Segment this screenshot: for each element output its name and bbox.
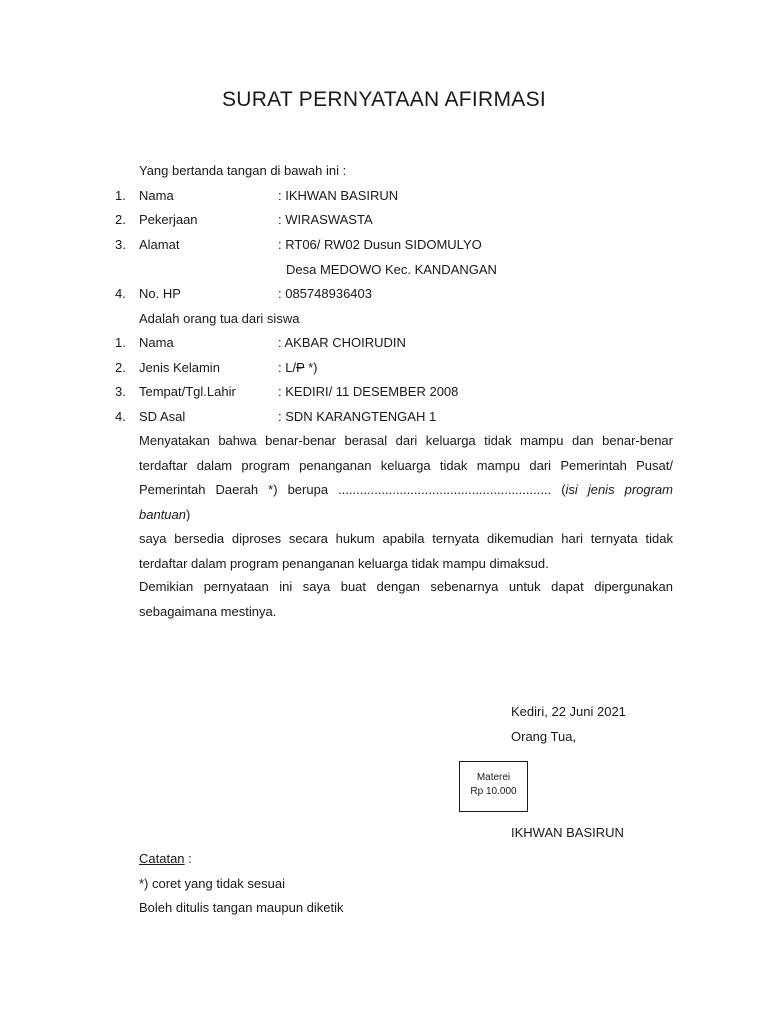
student-intro-text: Adalah orang tua dari siswa — [139, 311, 300, 326]
note-line: Boleh ditulis tangan maupun diketik — [139, 900, 344, 915]
statement-program-suffix: ) — [186, 506, 191, 522]
field-label-no-hp: No. HP — [139, 286, 181, 301]
field-value-pekerjaan: : WIRASWASTA — [278, 212, 373, 227]
row-number: 1. — [115, 335, 126, 350]
statement-program-prefix: Pemerintah Daerah *) berupa ........................................................... ( — [139, 482, 566, 497]
field-value-alamat: : RT06/ RW02 Dusun SIDOMULYO — [278, 237, 482, 252]
row-number: 1. — [115, 188, 126, 203]
statement-line: terdaftar dalam program penanganan keluarga tidak mampu dimaksud. — [139, 555, 549, 571]
field-value-sd-asal: : SDN KARANGTENGAH 1 — [278, 409, 437, 424]
statement-paragraph — [139, 429, 673, 576]
row-number: 4. — [115, 286, 126, 301]
row-number: 2. — [115, 212, 126, 227]
duty-stamp-box — [459, 761, 528, 812]
field-label-alamat: Alamat — [139, 237, 180, 252]
statement-line: Menyatakan bahwa benar-benar berasal dari keluarga tidak mampu dan benar-benar — [139, 433, 673, 448]
statement-line: terdaftar dalam program penanganan keluarga tidak mampu dari Pemerintah Pusat/ — [139, 457, 673, 473]
stamp-amount: Rp 10.000 — [470, 786, 517, 797]
stamp-label: Materei — [476, 772, 511, 783]
field-value-tempat-tgl-lahir: : KEDIRI/ 11 DESEMBER 2008 — [278, 384, 459, 399]
closing-paragraph — [139, 575, 673, 624]
notes-heading — [139, 851, 192, 866]
document-title: SURAT PERNYATAAN AFIRMASI — [221, 88, 547, 111]
field-value-alamat-line2: Desa MEDOWO Kec. KANDANGAN — [286, 262, 497, 277]
field-value-nama: : IKHWAN BASIRUN — [278, 188, 399, 203]
field-label-nama-siswa: Nama — [139, 335, 174, 350]
intro-text: Yang bertanda tangan di bawah ini : — [139, 163, 347, 178]
signer-name: IKHWAN BASIRUN — [511, 825, 624, 840]
field-label-pekerjaan: Pekerjaan — [139, 212, 198, 227]
field-label-nama: Nama — [139, 188, 174, 203]
signer-role: Orang Tua, — [511, 729, 577, 744]
statement-line: saya bersedia diproses secara hukum apabila ternyata dikemudian hari ternyata tidak — [139, 531, 673, 546]
gender-prefix: : L/ — [278, 360, 297, 375]
gender-struck-option: P — [296, 360, 305, 375]
field-label-tempat-tgl-lahir: Tempat/Tgl.Lahir — [139, 384, 236, 399]
notes-heading-label: Catatan — [139, 851, 185, 866]
place-date: Kediri, 22 Juni 2021 — [511, 704, 626, 719]
note-line: *) coret yang tidak sesuai — [139, 876, 285, 891]
closing-line: Demikian pernyataan ini saya buat dengan sebenarnya untuk dapat dipergunakan — [139, 579, 673, 594]
row-number: 2. — [115, 360, 126, 375]
row-number: 4. — [115, 409, 126, 424]
statement-line — [139, 478, 673, 527]
field-value-nama-siswa: : AKBAR CHOIRUDIN — [278, 335, 406, 350]
field-label-jenis-kelamin: Jenis Kelamin — [139, 360, 220, 375]
gender-suffix: *) — [304, 360, 318, 375]
closing-line: sebagaimana mestinya. — [139, 603, 277, 619]
field-value-jenis-kelamin — [278, 360, 318, 375]
row-number: 3. — [115, 384, 126, 399]
notes-heading-colon: : — [184, 851, 192, 866]
row-number: 3. — [115, 237, 126, 252]
field-value-no-hp: : 085748936403 — [278, 286, 372, 301]
field-label-sd-asal: SD Asal — [139, 409, 186, 424]
statement-program-hint: isi jenis program bantuan — [139, 482, 673, 522]
